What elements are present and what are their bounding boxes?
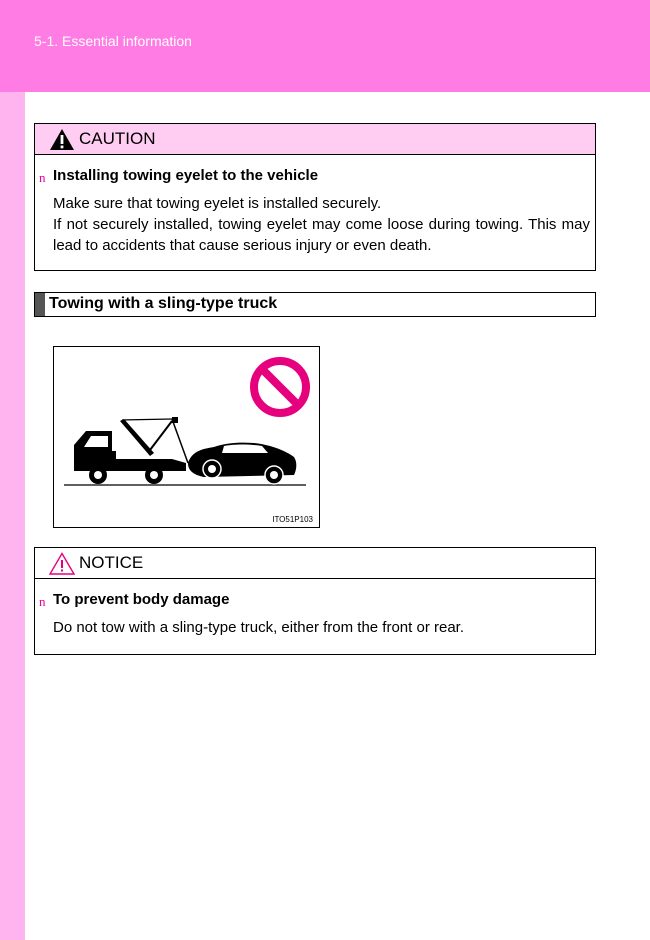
warning-icon — [49, 128, 75, 151]
section-heading — [34, 292, 596, 317]
section-title: Towing with a sling-type truck — [49, 295, 278, 312]
notice-header — [35, 548, 595, 579]
caution-header — [35, 124, 595, 155]
sling-truck-drawing — [54, 347, 319, 527]
page-header — [0, 0, 650, 92]
notice-text: Do not tow with a sling-type truck, either from the front or rear. — [53, 619, 465, 636]
towing-illustration — [53, 346, 320, 528]
notice-title: NOTICE — [79, 553, 144, 572]
caution-item-title: Installing towing eyelet to the vehicle — [53, 167, 319, 184]
section-marker — [35, 293, 45, 316]
bullet-marker: n — [39, 594, 46, 609]
notice-warning-icon — [49, 552, 75, 575]
caution-box — [34, 123, 596, 271]
notice-box — [34, 547, 596, 655]
figure-code: ITO51P103 — [272, 515, 313, 524]
prohibition-icon — [254, 361, 306, 413]
caution-title: CAUTION — [79, 129, 156, 148]
caution-line-2: If not securely installed, towing eyelet may come loose during towing. This may lead to accidents that cause serious injury or even death. — [53, 216, 590, 254]
caution-line-1: Make sure that towing eyelet is installed securely. — [53, 195, 382, 212]
section-label: 5-1. Essential information — [34, 33, 192, 49]
bullet-marker: n — [39, 170, 46, 185]
towed-car-icon — [188, 443, 296, 484]
tow-truck-icon — [74, 417, 188, 484]
notice-item-title: To prevent body damage — [53, 591, 230, 608]
side-tab-bar — [0, 92, 25, 940]
